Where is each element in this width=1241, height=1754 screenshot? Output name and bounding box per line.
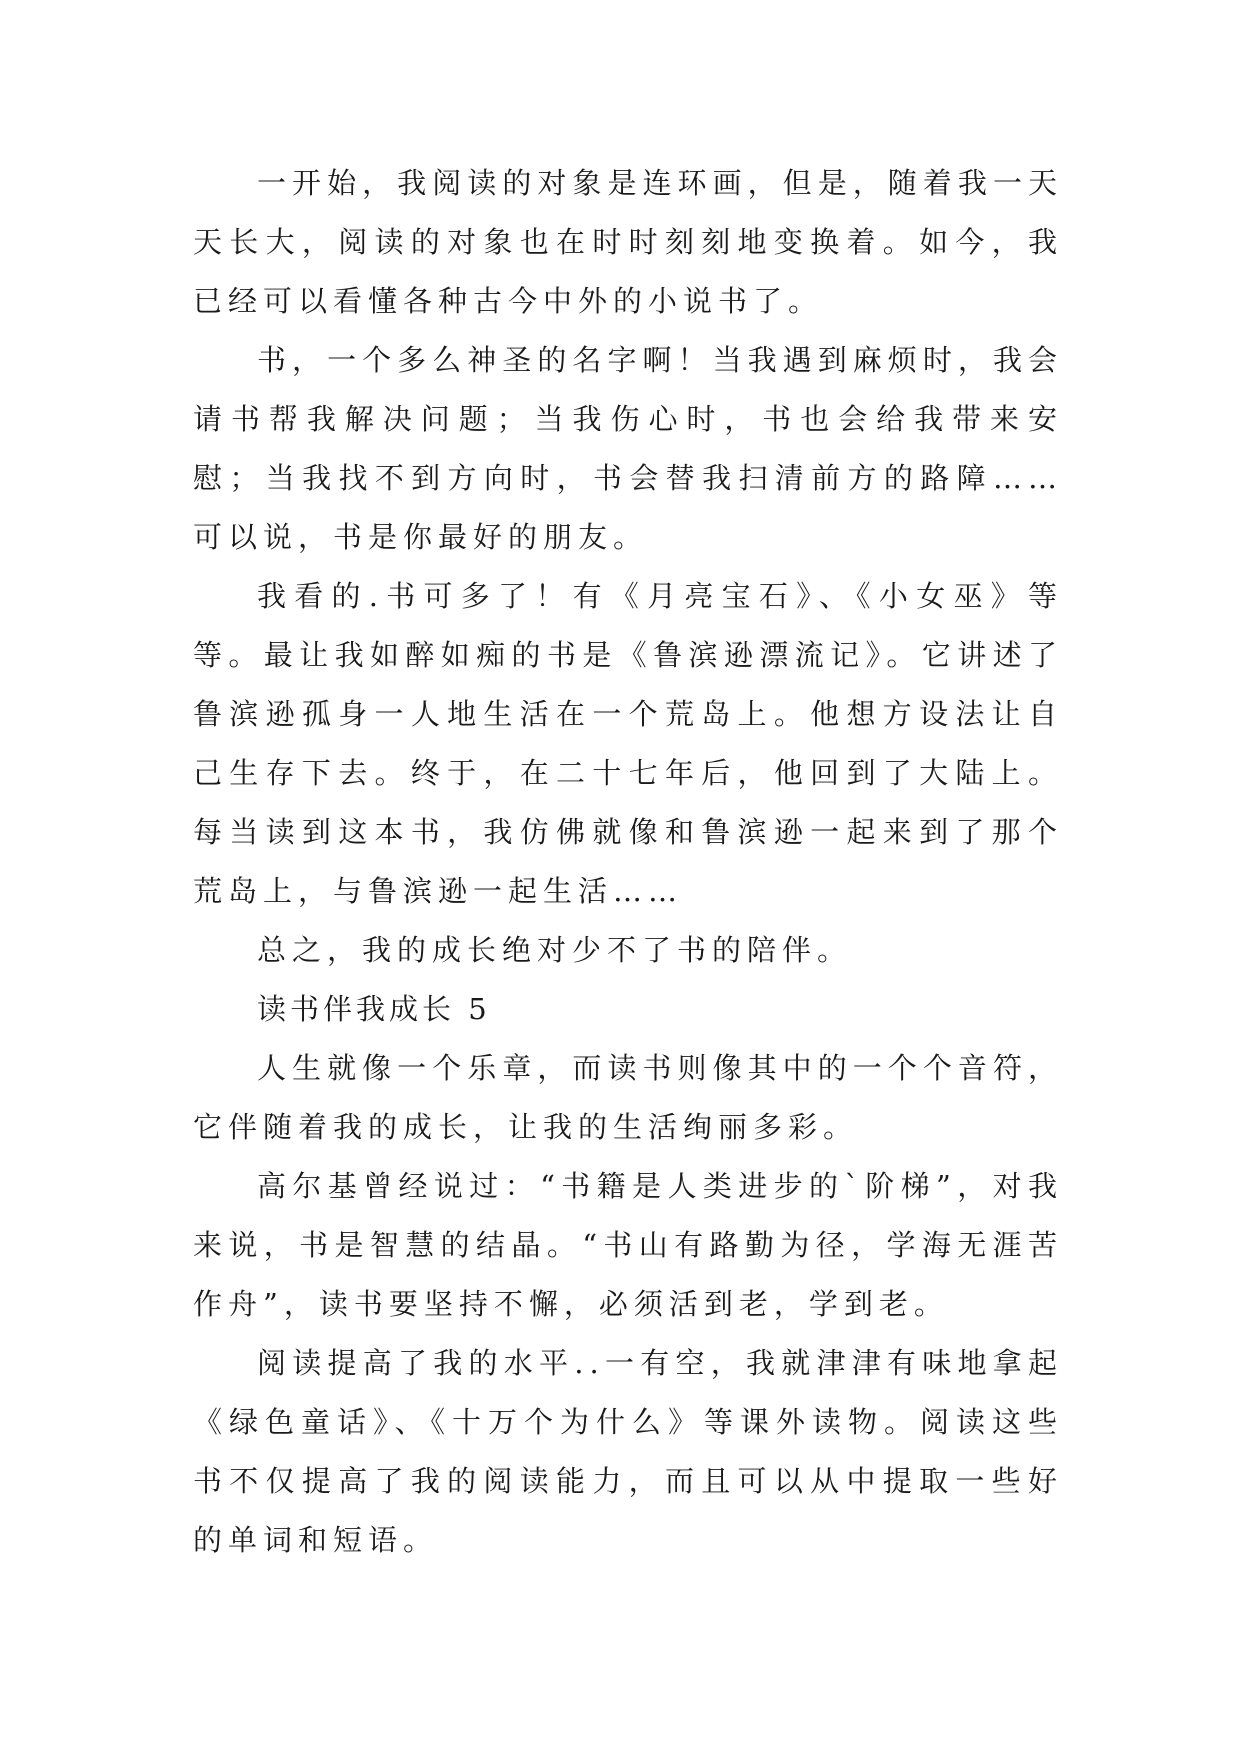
paragraph: 总之，我的成长绝对少不了书的陪伴。 — [257, 933, 853, 967]
paragraph: 一开始，我阅读的对象是连环画，但是，随着我一天天长大，阅读的对象也在时时刻刻地变换着。如今，我已经可以看懂各种古今中外的小说书了。 — [193, 166, 1063, 318]
paragraph: 阅读提高了我的水平..一有空，我就津津有味地拿起《绿色童话》、《十万个为什么》等课外读物。阅读这些书不仅提高了我的阅读能力，而且可以从中提取一些好的单词和短语。 — [193, 1346, 1063, 1557]
paragraph: 高尔基曾经说过：“书籍是人类进步的`阶梯”，对我来说，书是智慧的结晶。“书山有路勤为径，学海无涯苦作舟”，读书要坚持不懈，必须活到老，学到老。 — [193, 1169, 1063, 1321]
section-title: 读书伴我成长 5 — [257, 992, 491, 1026]
paragraph: 书，一个多么神圣的名字啊！当我遇到麻烦时，我会请书帮我解决问题；当我伤心时，书也会给我带来安慰；当我找不到方向时，书会替我扫清前方的路障……可以说，书是你最好的朋友。 — [193, 343, 1063, 554]
paragraph: 人生就像一个乐章，而读书则像其中的一个个音符，它伴随着我的成长，让我的生活绚丽多彩。 — [193, 1051, 1063, 1144]
paragraph: 我看的.书可多了！有《月亮宝石》、《小女巫》等等。最让我如醉如痴的书是《鲁滨逊漂流记》。它讲述了鲁滨逊孤身一人地生活在一个荒岛上。他想方设法让自己生存下去。终于，在二十七年后，他回到了大陆上。每当读到这本书，我仿佛就像和鲁滨逊一起来到了那个荒岛上，与鲁滨逊一起生活…… — [193, 579, 1063, 908]
document-body — [193, 154, 1063, 1570]
